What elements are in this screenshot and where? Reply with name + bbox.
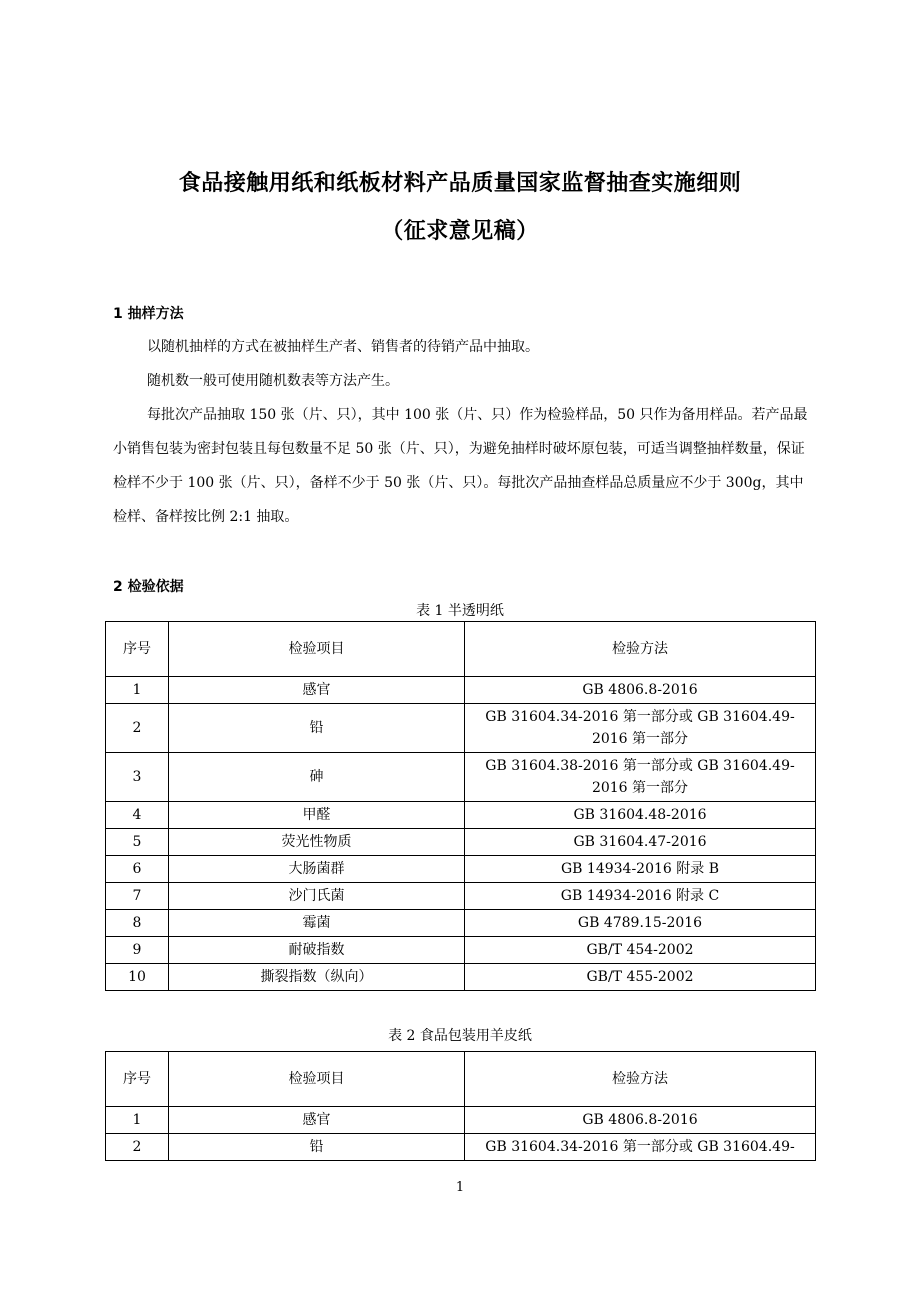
cell-serial-number: 6 <box>106 856 169 883</box>
cell-inspection-item: 耐破指数 <box>169 937 465 964</box>
table-row <box>106 964 816 991</box>
table-header-row <box>106 622 816 677</box>
cell-serial-number: 1 <box>106 677 169 704</box>
cell-inspection-item: 铅 <box>169 704 465 753</box>
cell-inspection-item: 感官 <box>169 677 465 704</box>
document-subtitle: （征求意见稿） <box>381 219 539 244</box>
cell-serial-number: 5 <box>106 829 169 856</box>
table-row <box>106 753 816 802</box>
cell-serial-number: 4 <box>106 802 169 829</box>
table-row <box>106 883 816 910</box>
cell-inspection-item: 大肠菌群 <box>169 856 465 883</box>
table-2-parchment-paper <box>105 1051 816 1161</box>
table-row <box>106 937 816 964</box>
header-serial-number: 序号 <box>106 1052 169 1107</box>
header-serial-number: 序号 <box>106 622 169 677</box>
cell-inspection-item: 撕裂指数（纵向） <box>169 964 465 991</box>
cell-inspection-method: GB/T 455-2002 <box>465 964 816 991</box>
header-inspection-method: 检验方法 <box>465 1052 816 1107</box>
table-row <box>106 910 816 937</box>
cell-inspection-method: GB 4806.8-2016 <box>465 1107 816 1134</box>
cell-inspection-method: GB 31604.38-2016 第一部分或 GB 31604.49-2016 第一部分 <box>465 753 816 802</box>
cell-inspection-method: GB 4806.8-2016 <box>465 677 816 704</box>
cell-inspection-item: 沙门氏菌 <box>169 883 465 910</box>
paragraph-random-number: 随机数一般可使用随机数表等方法产生。 <box>147 373 399 389</box>
table-row <box>106 677 816 704</box>
cell-inspection-method: GB 31604.48-2016 <box>465 802 816 829</box>
table-header-row <box>106 1052 816 1107</box>
cell-inspection-item: 感官 <box>169 1107 465 1134</box>
table-row <box>106 704 816 753</box>
cell-serial-number: 8 <box>106 910 169 937</box>
cell-serial-number: 2 <box>106 704 169 753</box>
cell-serial-number: 1 <box>106 1107 169 1134</box>
cell-serial-number: 3 <box>106 753 169 802</box>
section-1-heading: 1 抽样方法 <box>113 306 184 322</box>
page-number: 1 <box>455 1180 465 1195</box>
cell-inspection-method: GB 31604.34-2016 第一部分或 GB 31604.49-2016 第一部分 <box>465 704 816 753</box>
cell-serial-number: 10 <box>106 964 169 991</box>
table-1-translucent-paper <box>105 621 816 991</box>
section-2-heading: 2 检验依据 <box>113 579 184 595</box>
cell-inspection-method: GB/T 454-2002 <box>465 937 816 964</box>
header-inspection-item: 检验项目 <box>169 1052 465 1107</box>
cell-inspection-method: GB 31604.34-2016 第一部分或 GB 31604.49- <box>465 1134 816 1161</box>
cell-inspection-item: 铅 <box>169 1134 465 1161</box>
cell-inspection-item: 砷 <box>169 753 465 802</box>
cell-inspection-method: GB 4789.15-2016 <box>465 910 816 937</box>
cell-inspection-method: GB 14934-2016 附录 B <box>465 856 816 883</box>
table-1-caption: 表 1 半透明纸 <box>416 603 504 619</box>
table-row <box>106 1107 816 1134</box>
cell-inspection-item: 荧光性物质 <box>169 829 465 856</box>
cell-inspection-item: 甲醛 <box>169 802 465 829</box>
paragraph-sampling-method: 以随机抽样的方式在被抽样生产者、销售者的待销产品中抽取。 <box>147 339 539 355</box>
cell-inspection-method: GB 31604.47-2016 <box>465 829 816 856</box>
header-inspection-method: 检验方法 <box>465 622 816 677</box>
header-inspection-item: 检验项目 <box>169 622 465 677</box>
cell-inspection-method: GB 14934-2016 附录 C <box>465 883 816 910</box>
cell-serial-number: 9 <box>106 937 169 964</box>
table-row <box>106 802 816 829</box>
table-row <box>106 1134 816 1161</box>
document-title: 食品接触用纸和纸板材料产品质量国家监督抽查实施细则 <box>178 171 742 196</box>
table-row <box>106 856 816 883</box>
cell-serial-number: 2 <box>106 1134 169 1161</box>
table-row <box>106 829 816 856</box>
table-2-caption: 表 2 食品包装用羊皮纸 <box>388 1028 532 1044</box>
cell-serial-number: 7 <box>106 883 169 910</box>
cell-inspection-item: 霉菌 <box>169 910 465 937</box>
paragraph-sample-quantity: 每批次产品抽取 150 张（片、只），其中 100 张（片、只）作为检验样品，50 只作为备用样品。若产品最小销售包装为密封包装且每包数量不足 50 张（片、只），为避免抽样时破坏原包装，可适当调整抽样数量，保证检样不少于 100 张（片、只），备样不少于 50 张（片、只）。每批次产品抽查样品总质量应不少于 300g，其中检样、备样按比例 2:1 抽取。 <box>113 407 808 525</box>
